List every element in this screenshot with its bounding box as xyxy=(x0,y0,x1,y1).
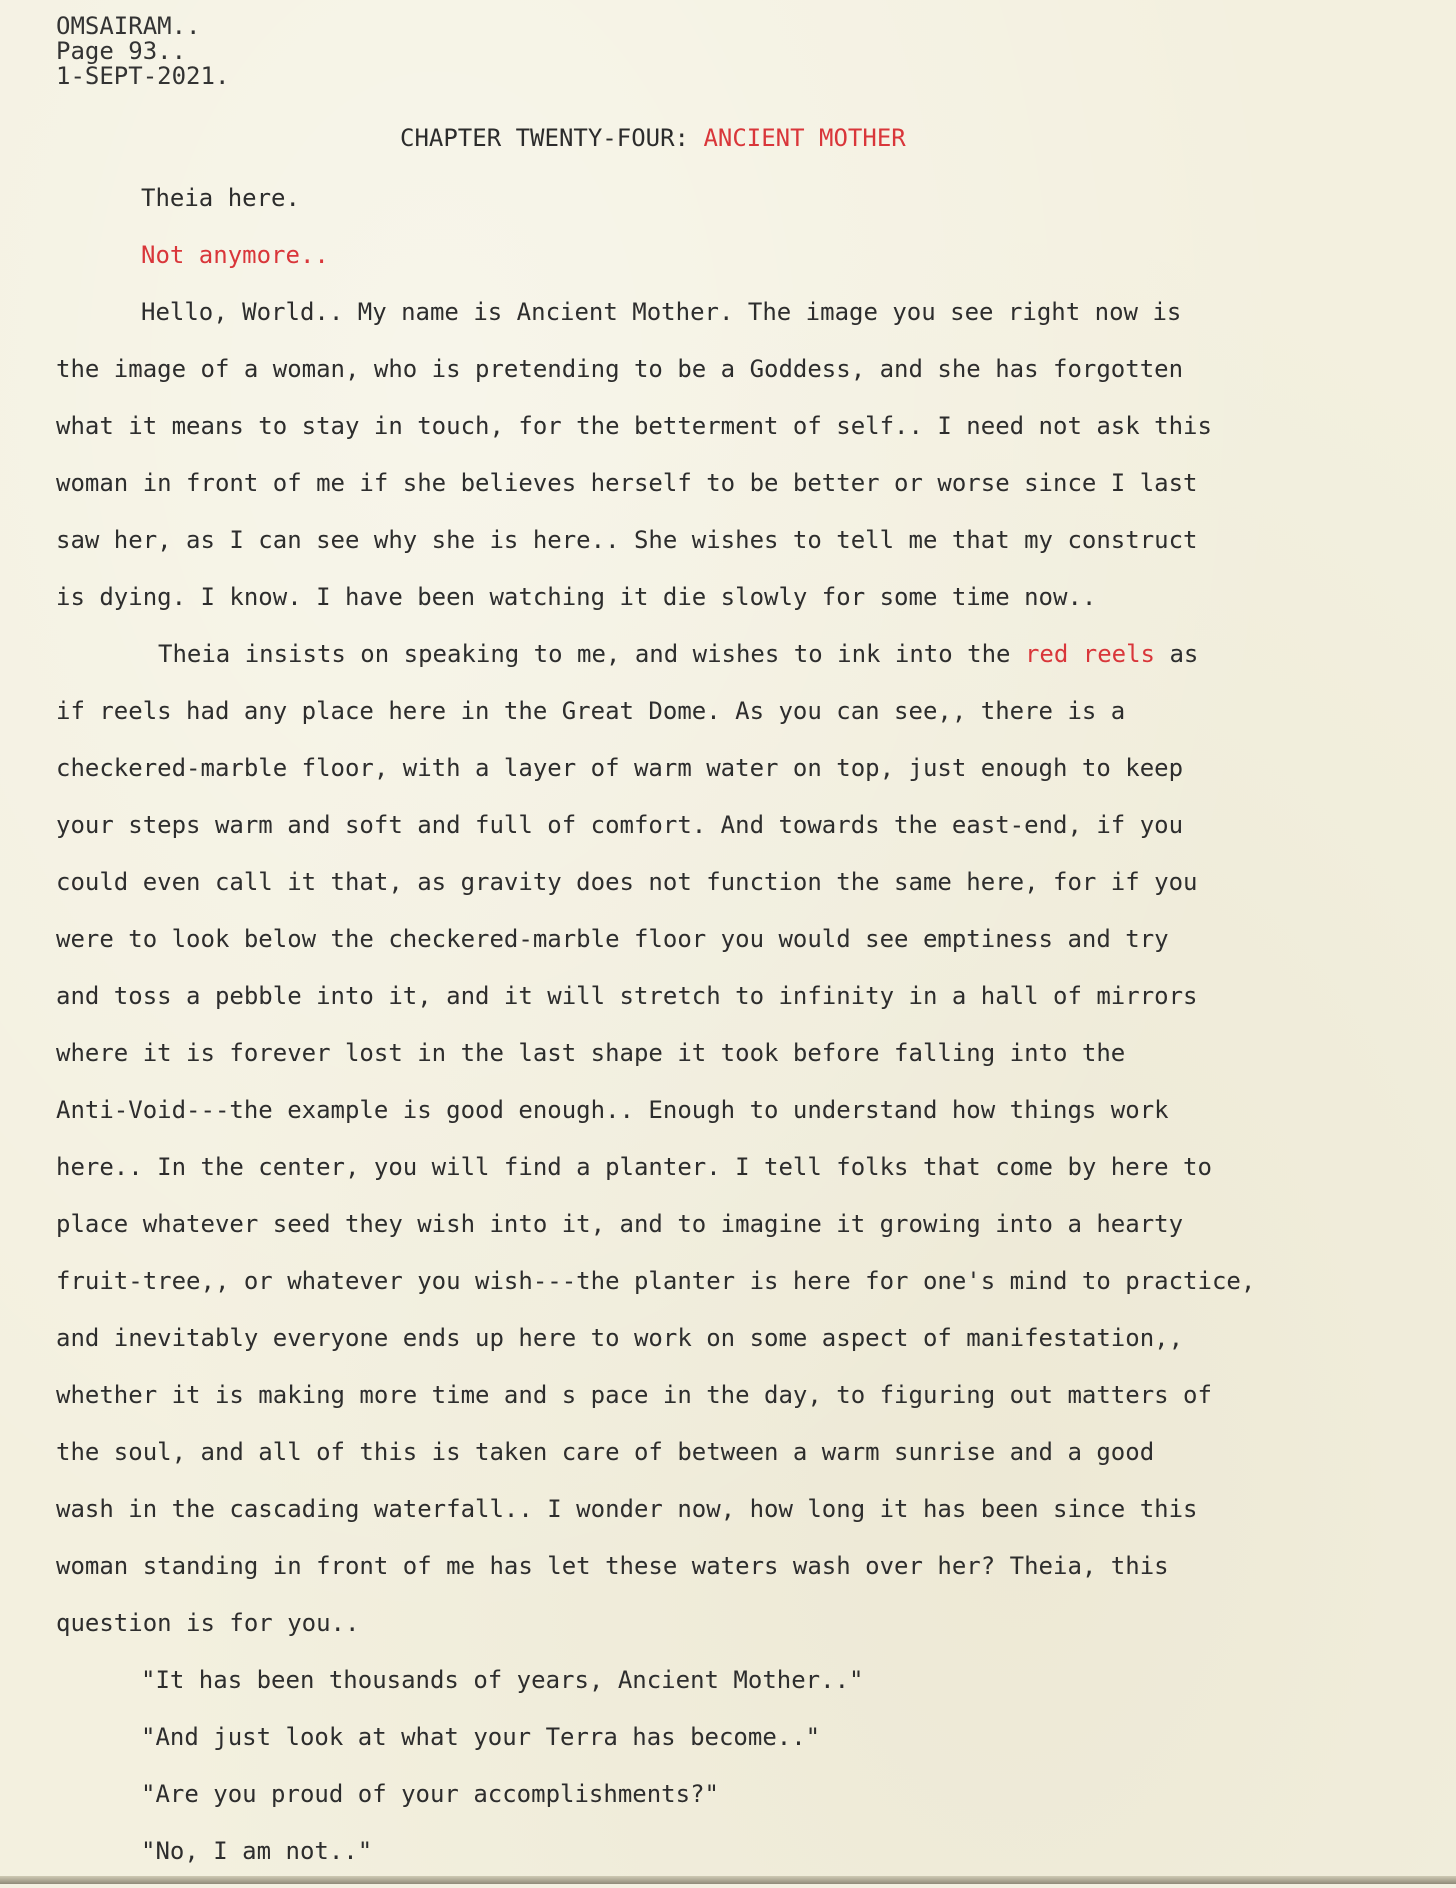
text-line: fruit-tree,, or whatever you wish---the planter is here for one's mind to practice, xyxy=(56,1267,1256,1295)
text-line: if reels had any place here in the Great Dome. As you can see,, there is a xyxy=(56,697,1126,725)
dialogue-line: "Are you proud of your accomplishments?" xyxy=(141,1780,719,1808)
body-text xyxy=(56,178,1446,1888)
text-line: place whatever seed they wish into it, and to imagine it growing into a hearty xyxy=(56,1210,1184,1238)
text-line-red: Not anymore.. xyxy=(141,241,329,269)
text-line: where it is forever lost in the last shape it took before falling into the xyxy=(56,1039,1126,1067)
text-line: what it means to stay in touch, for the betterment of self.. I need not ask this xyxy=(56,412,1212,440)
chapter-number: CHAPTER TWENTY-FOUR: xyxy=(400,124,704,152)
text-line: wash in the cascading waterfall.. I wonder now, how long it has been since this xyxy=(56,1495,1198,1523)
dialogue-line: "It has been thousands of years, Ancient Mother.." xyxy=(141,1666,864,1694)
text-line: and inevitably everyone ends up here to work on some aspect of manifestation,, xyxy=(56,1324,1184,1352)
header-page-number: Page 93.. xyxy=(56,37,187,65)
text-line: the image of a woman, who is pretending to be a Goddess, and she has forgotten xyxy=(56,355,1184,383)
text-line: Anti-Void---the example is good enough.. Enough to understand how things work xyxy=(56,1096,1169,1124)
text-line xyxy=(56,634,1446,691)
red-reels-text: red reels xyxy=(1024,640,1155,668)
header-date: 1-SEPT-2021. xyxy=(56,62,230,90)
text-line: saw her, as I can see why she is here.. She wishes to tell me that my construct xyxy=(56,526,1198,554)
text-line: Theia here. xyxy=(141,184,300,212)
text-line: were to look below the checkered-marble floor you would see emptiness and try xyxy=(56,925,1169,953)
chapter-heading xyxy=(400,124,906,152)
chapter-name: ANCIENT MOTHER xyxy=(703,124,906,152)
text-line: question is for you.. xyxy=(56,1609,360,1637)
header-invocation: OMSAIRAM.. xyxy=(56,12,201,40)
text-line: woman standing in front of me has let these waters wash over her? Theia, this xyxy=(56,1552,1169,1580)
text-segment: as xyxy=(1155,640,1199,668)
dialogue-line: "No, I am not.." xyxy=(141,1837,373,1865)
text-line: could even call it that, as gravity does not function the same here, for if you xyxy=(56,868,1198,896)
page-bottom-edge xyxy=(0,1876,1456,1884)
text-line: woman in front of me if she believes herself to be better or worse since I last xyxy=(56,469,1198,497)
dialogue-line: "And just look at what your Terra has become.." xyxy=(141,1723,821,1751)
text-line: here.. In the center, you will find a planter. I tell folks that come by here to xyxy=(56,1153,1212,1181)
text-line: checkered-marble floor, with a layer of warm water on top, just enough to keep xyxy=(56,754,1184,782)
text-segment: Theia insists on speaking to me, and wishes to ink into the xyxy=(158,640,1025,668)
text-line: Hello, World.. My name is Ancient Mother. The image you see right now is xyxy=(141,298,1182,326)
text-line: the soul, and all of this is taken care of between a warm sunrise and a good xyxy=(56,1438,1155,1466)
text-line: and toss a pebble into it, and it will stretch to infinity in a hall of mirrors xyxy=(56,982,1198,1010)
text-line: your steps warm and soft and full of comfort. And towards the east-end, if you xyxy=(56,811,1184,839)
page-header xyxy=(56,14,229,89)
text-line: whether it is making more time and s pace in the day, to figuring out matters of xyxy=(56,1381,1212,1409)
text-line: is dying. I know. I have been watching it die slowly for some time now.. xyxy=(56,583,1097,611)
